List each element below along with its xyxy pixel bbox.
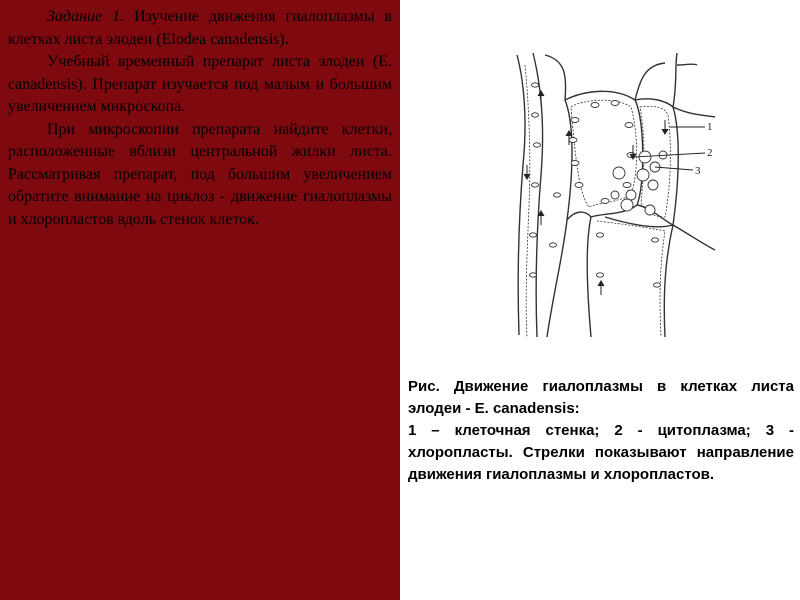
- task-intro-paragraph: [8, 6, 392, 51]
- caption-title: Рис. Движение гиалоплазмы в клетках листа элодеи - E. canadensis:: [408, 378, 794, 417]
- task-description: [8, 6, 392, 231]
- caption-legend: 1 – клеточная стенка; 2 - цитоплазма; 3 - хлоропласты. Стрелки показывают направление движения гиалоплазмы и хлоропластов.: [408, 422, 794, 483]
- callout-label-3: 3: [695, 165, 701, 177]
- callout-label-2: 2: [707, 147, 713, 159]
- preparation-paragraph: Учебный временный препарат листа элодеи (E. canadensis). Препарат изучается под малым и большим увеличением микроскопа.: [8, 53, 392, 115]
- instruction-paragraph: При микроскопии препарата найдите клетки, расположенные вблизи центральной жилки листа. Рассматривая препарат, под большим увеличением обратите внимание на циклоз - движение гиалоплазмы и хлоропластов вдоль стенок клеток.: [8, 120, 392, 228]
- elodea-cells-illustration: [505, 45, 735, 345]
- task-title: Изучение движения гиалоплазмы в клетках листа элодеи (Elodea canadensis).: [8, 8, 393, 48]
- callout-label-1: 1: [707, 121, 713, 133]
- task-heading: Задание 1.: [47, 8, 125, 25]
- figure-caption: [408, 376, 794, 486]
